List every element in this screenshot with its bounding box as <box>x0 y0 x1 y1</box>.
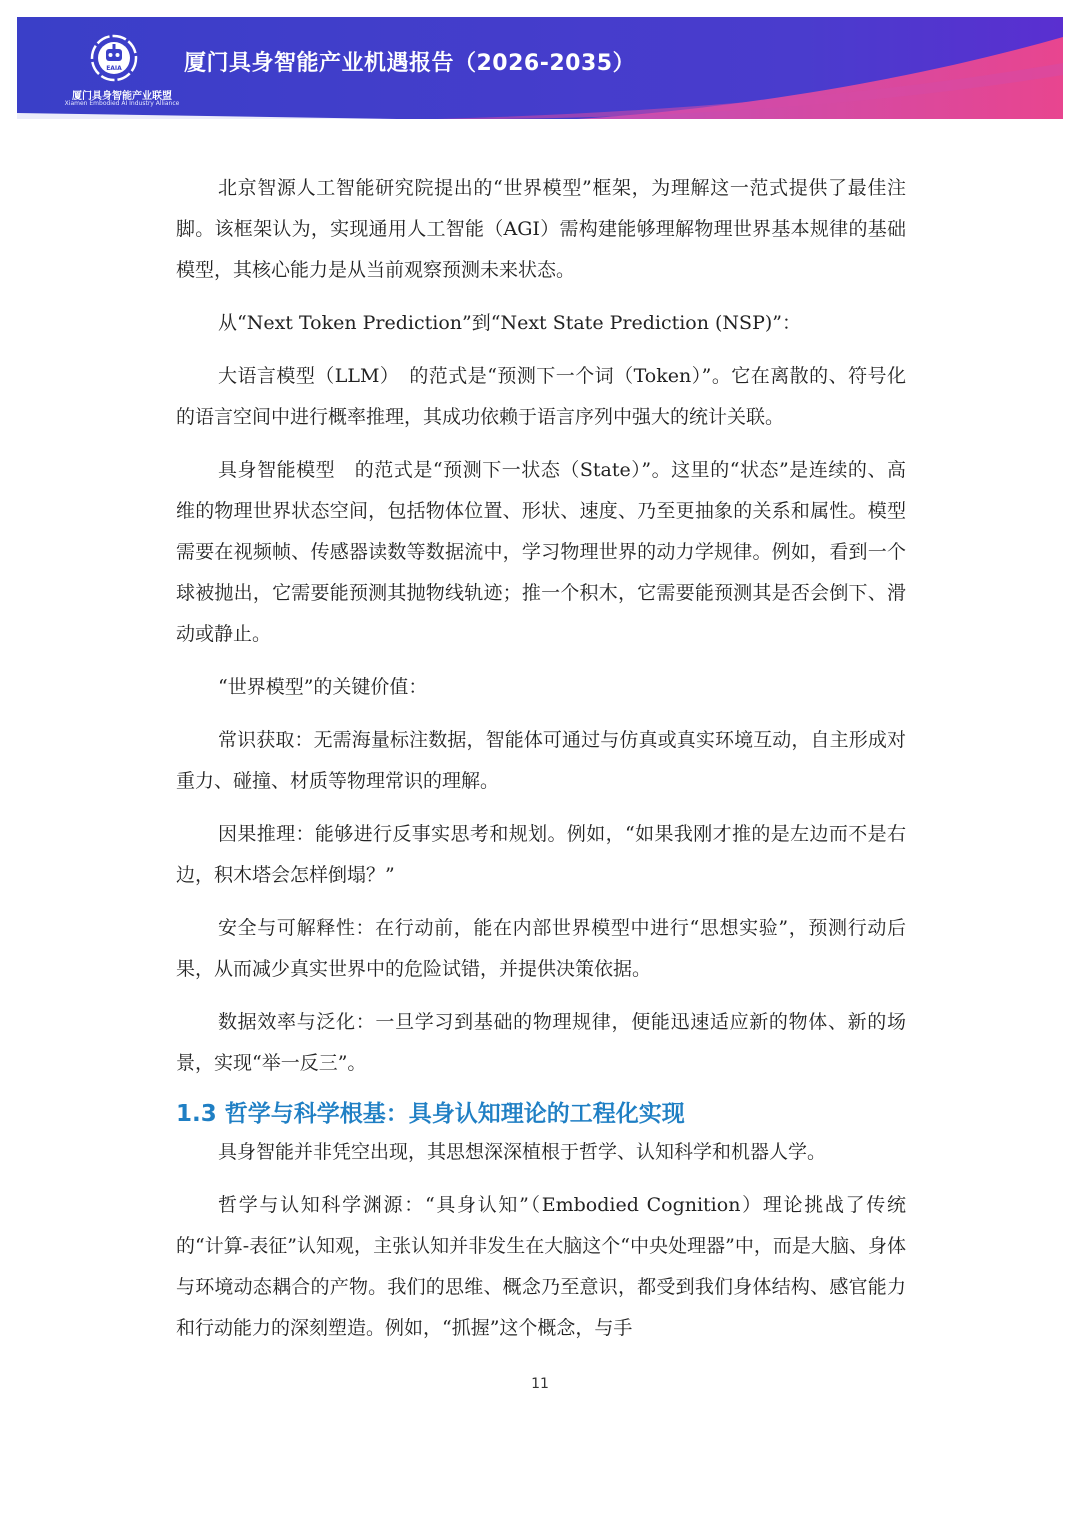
paragraph-key-value-heading: “世界模型”的关键价值： <box>218 676 428 698</box>
paragraph-embodied-paradigm: 具身智能模型 的范式是“预测下一状态（State）”。这里的“状态”是连续的、高维的物理世界状态空间，包括物体位置、形状、速度、乃至更抽象的关系和属性。模型需要在视频帧、传感器读数等数据流中，学习物理世界的动力学规律。例如，看到一个球被抛出，它需要能预测其抛物线轨迹；推一个积木，它需要能预测其是否会倒下、滑动或静止。 <box>176 459 906 645</box>
paragraph-world-model-intro: 北京智源人工智能研究院提出的“世界模型”框架，为理解这一范式提供了最佳注脚。该框架认为，实现通用人工智能（AGI）需构建能够理解物理世界基本规律的基础模型，其核心能力是从当前观察预测未来状态。 <box>176 177 906 281</box>
org-name-en: Xiamen Embodied AI Industry Alliance <box>64 100 180 107</box>
paragraph-roots: 具身智能并非凭空出现，其思想深深植根于哲学、认知科学和机器人学。 <box>218 1141 827 1163</box>
paragraph-embodied-cognition: 哲学与认知科学渊源：“具身认知”（Embodied Cognition）理论挑战了传统的“计算-表征”认知观，主张认知并非发生在大脑这个“中央处理器”中，而是大脑、身体与环境动态耦合的产物。我们的思维、概念乃至意识，都受到我们身体结构、感官能力和行动能力的深刻塑造。例如，“抓握”这个概念，与手 <box>176 1194 906 1339</box>
section-heading: 1.3 哲学与科学根基：具身认知理论的工程化实现 <box>176 1101 685 1127</box>
org-name: 厦门具身智能产业联盟 <box>72 91 172 102</box>
paragraph-nsp-heading: 从“Next Token Prediction”到“Next State Prediction (NSP)”： <box>218 312 801 334</box>
paragraph-data-efficiency: 数据效率与泛化：一旦学习到基础的物理规律，便能迅速适应新的物体、新的场景，实现“举一反三”。 <box>176 1011 906 1074</box>
page-content <box>176 168 906 1361</box>
logo-text: EAIA <box>106 65 122 72</box>
report-title: 厦门具身智能产业机遇报告（2026-2035） <box>184 51 636 76</box>
page-number: 11 <box>531 1376 549 1392</box>
paragraph-common-sense: 常识获取：无需海量标注数据，智能体可通过与仿真或真实环境互动，自主形成对重力、碰撞、材质等物理常识的理解。 <box>176 729 906 792</box>
alliance-logo <box>89 33 139 83</box>
paragraph-causal-reasoning: 因果推理：能够进行反事实思考和规划。例如，“如果我刚才推的是左边而不是右边，积木塔会怎样倒塌？” <box>176 823 906 886</box>
paragraph-safety: 安全与可解释性：在行动前，能在内部世界模型中进行“思想实验”，预测行动后果，从而减少真实世界中的危险试错，并提供决策依据。 <box>176 917 906 980</box>
header-banner <box>17 17 1063 119</box>
paragraph-llm-paradigm: 大语言模型（LLM） 的范式是“预测下一个词（Token）”。它在离散的、符号化的语言空间中进行概率推理，其成功依赖于语言序列中强大的统计关联。 <box>176 365 906 428</box>
